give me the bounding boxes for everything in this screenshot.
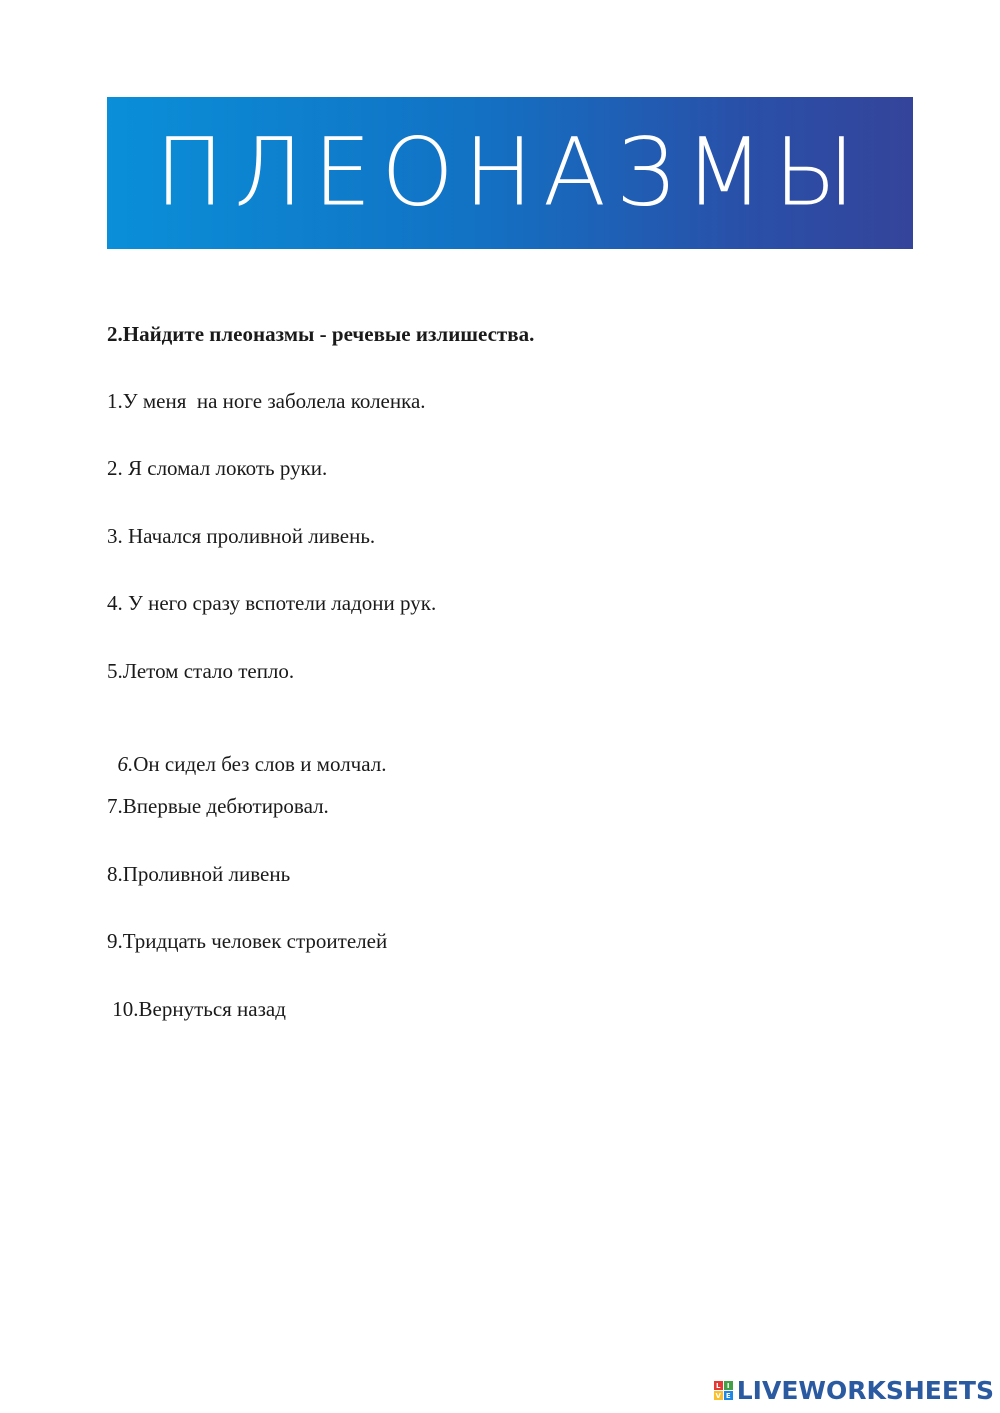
list-item: 10.Вернуться назад [107, 997, 286, 1021]
logo-letter: E [724, 1391, 733, 1400]
list-item: 8.Проливной ливень [107, 862, 291, 886]
banner-title: ПЛЕОНАЗМЫ [154, 117, 866, 228]
list-item: 7.Впервые дебютировал. [107, 794, 329, 818]
logo-letter: V [715, 1391, 721, 1400]
list-item: 4. У него сразу вспотели ладони рук. [107, 591, 437, 615]
list-item: 2. Я сломал локоть руки. [107, 456, 328, 480]
list-item: 1.У меня на ноге заболела коленка. [107, 389, 426, 413]
list-item: 9.Тридцать человек строителей [107, 929, 388, 953]
task-heading: 2.Найдите плеоназмы - речевые излишества. [107, 322, 535, 346]
list-item: 3. Начался проливной ливень. [107, 524, 376, 548]
title-banner [107, 97, 913, 249]
list-item-number: 6. [117, 752, 134, 776]
liveworksheets-logo [714, 1376, 994, 1405]
list-item [107, 727, 386, 777]
logo-letter: L [714, 1381, 723, 1390]
liveworksheets-brand: LIVEWORKSHEETS [736, 1376, 994, 1405]
liveworksheets-icon [714, 1381, 733, 1400]
list-item-text: Он сидел без слов и молчал. [133, 752, 387, 776]
list-item: 5.Летом стало тепло. [107, 659, 295, 683]
logo-letter: I [724, 1381, 733, 1390]
